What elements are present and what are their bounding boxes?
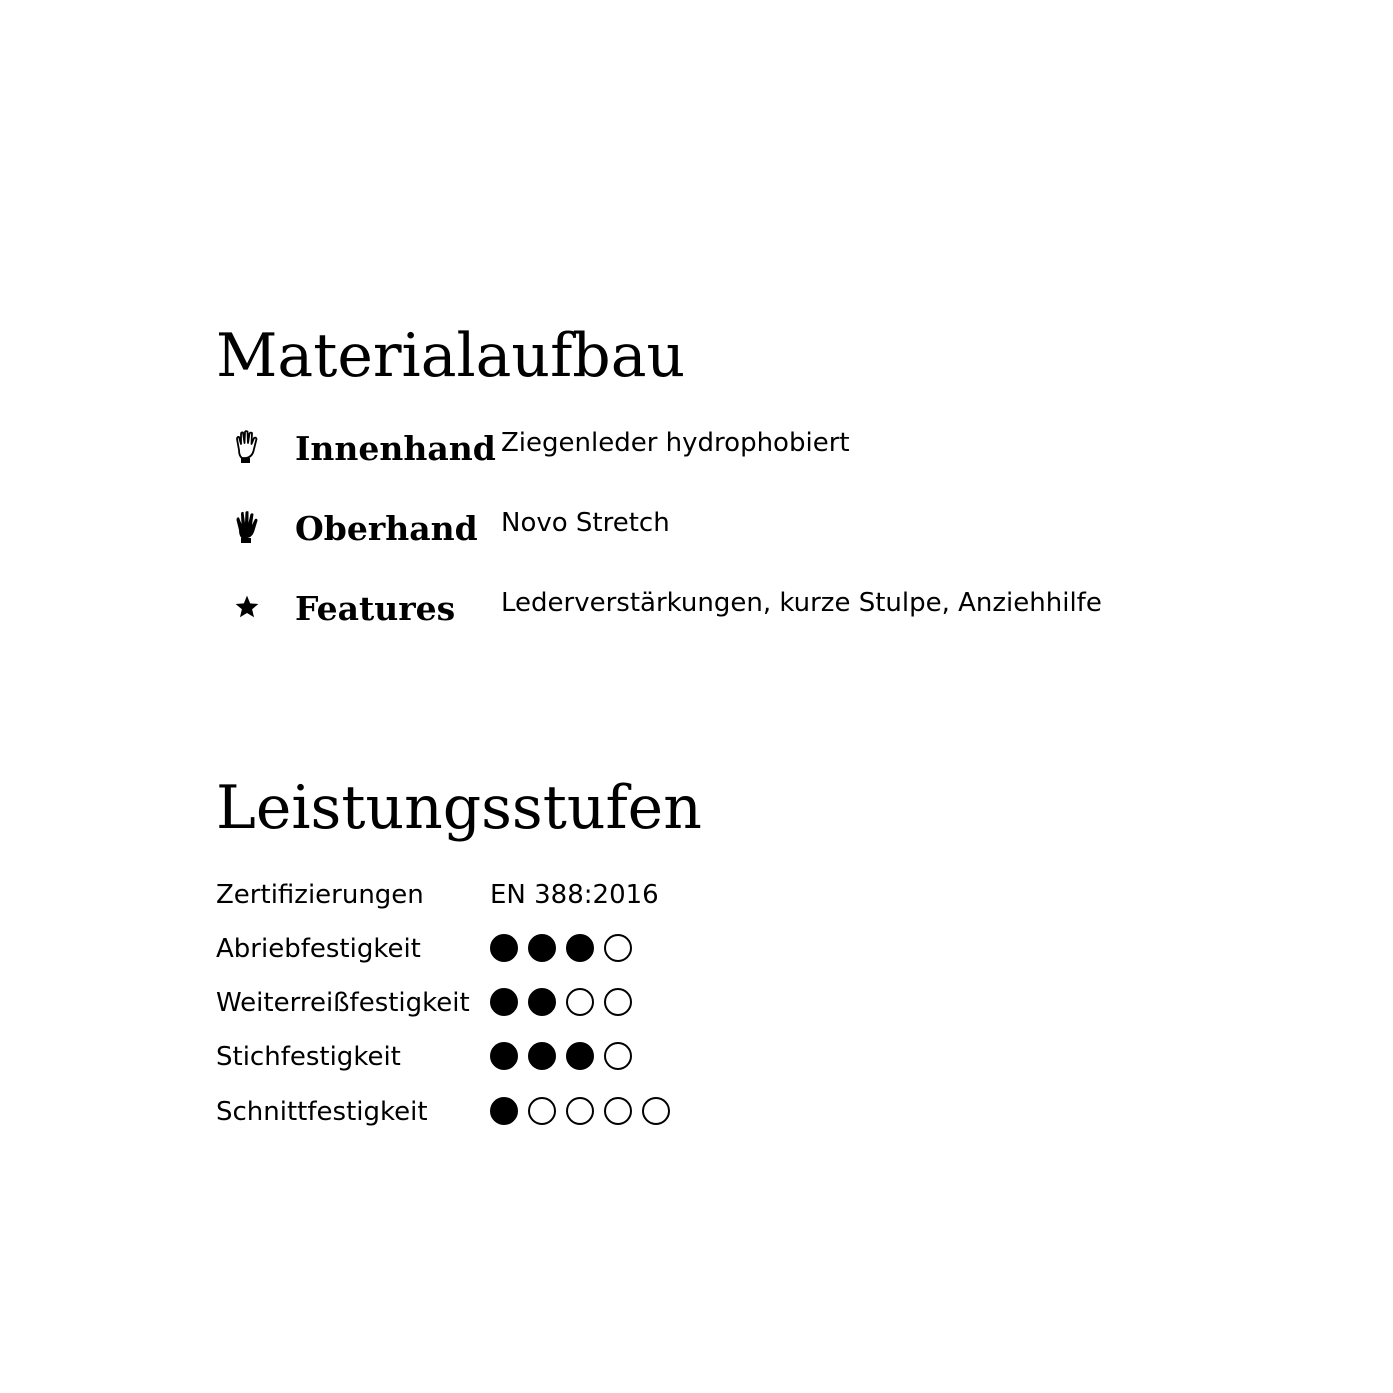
- rating-dot-empty: [528, 1097, 556, 1125]
- rating-row-schnittfestigkeit: [216, 1097, 916, 1137]
- rating-label: Weiterreißfestigkeit: [216, 988, 470, 1018]
- rating-dot-filled: [566, 934, 594, 962]
- rating-label: Stichfestigkeit: [216, 1042, 401, 1072]
- material-value: Novo Stretch: [501, 508, 670, 538]
- rating-dot-empty: [566, 1097, 594, 1125]
- certification-label: Zertifizierungen: [216, 880, 424, 910]
- materialaufbau-heading: Materialaufbau: [216, 321, 686, 391]
- star-icon: [230, 590, 264, 624]
- rating-dot-filled: [566, 1042, 594, 1070]
- material-value: Ziegenleder hydrophobiert: [501, 428, 850, 458]
- material-row-innenhand: [216, 428, 1216, 478]
- rating-dot-filled: [528, 988, 556, 1016]
- rating-dot-filled: [528, 1042, 556, 1070]
- material-row-features: [216, 588, 1216, 638]
- rating-dots: [490, 988, 632, 1016]
- rating-label: Schnittfestigkeit: [216, 1097, 428, 1127]
- rating-row-weiterreissfestigkeit: [216, 988, 916, 1028]
- rating-dot-empty: [642, 1097, 670, 1125]
- certification-value: EN 388:2016: [490, 880, 659, 910]
- rating-dot-empty: [566, 988, 594, 1016]
- rating-label: Abriebfestigkeit: [216, 934, 421, 964]
- glove-palm-outline-icon: [230, 430, 264, 464]
- certification-row: [216, 880, 916, 920]
- rating-dots: [490, 1042, 632, 1070]
- rating-dot-filled: [528, 934, 556, 962]
- material-label: Features: [295, 589, 456, 628]
- rating-dots: [490, 1097, 670, 1125]
- leistungsstufen-heading: Leistungsstufen: [216, 773, 702, 843]
- material-row-oberhand: [216, 508, 1216, 558]
- rating-dot-filled: [490, 934, 518, 962]
- rating-dot-empty: [604, 1097, 632, 1125]
- material-label: Oberhand: [295, 509, 478, 548]
- rating-row-abriebfestigkeit: [216, 934, 916, 974]
- rating-dot-empty: [604, 988, 632, 1016]
- rating-dot-filled: [490, 988, 518, 1016]
- material-label: Innenhand: [295, 429, 496, 468]
- glove-back-filled-icon: [230, 510, 264, 544]
- rating-dot-filled: [490, 1097, 518, 1125]
- rating-dots: [490, 934, 632, 962]
- material-value: Lederverstärkungen, kurze Stulpe, Anziehhilfe: [501, 588, 1102, 618]
- rating-dot-empty: [604, 934, 632, 962]
- rating-dot-filled: [490, 1042, 518, 1070]
- rating-row-stichfestigkeit: [216, 1042, 916, 1082]
- rating-dot-empty: [604, 1042, 632, 1070]
